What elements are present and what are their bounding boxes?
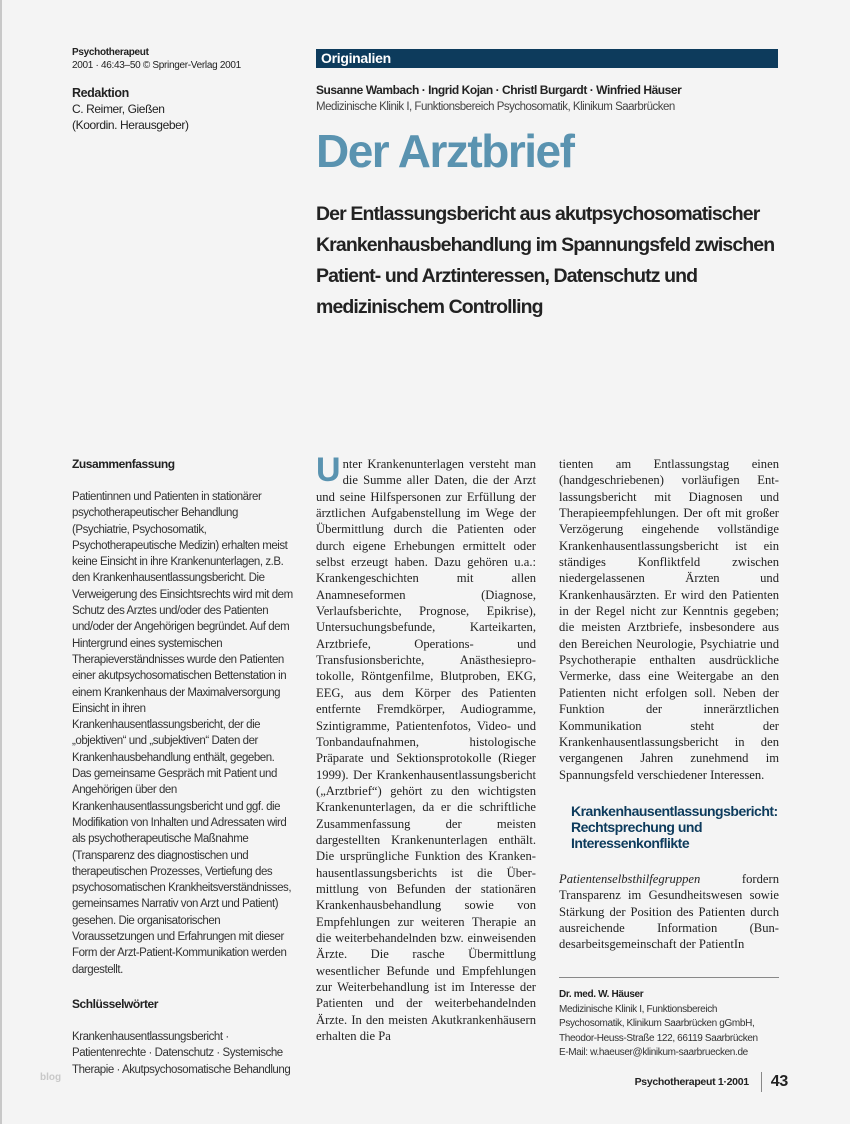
redaktion-role: (Koordin. Herausgeber) [72, 118, 189, 132]
contact-block [559, 977, 779, 1061]
abstract-heading: Zusammenfassung [72, 457, 175, 471]
contact-line-2: Psychosomatik, Klinikum Saarbrücken gGmbH, [559, 1018, 755, 1029]
page-number: 43 [770, 1073, 788, 1090]
authors: Susanne Wambach · Ingrid Kojan · Christl Burgardt · Winfried Häuser [316, 83, 682, 97]
body-paragraph-3 [559, 871, 779, 953]
article-title: Der Arztbrief [316, 125, 574, 177]
affiliation: Medizinische Klinik I, Funktionsbereich Psychosomatik, Klinikum Saarbrücken [316, 101, 675, 113]
section-text: fordern Transparenz im Gesundheitswesen sowie Stärkung der Position des Patienten durch ausreichende Information (Bundesarbeitsgemeinschaft der PatientIn [559, 871, 779, 952]
body-column-2 [559, 456, 779, 953]
body-paragraph-2: tienten am Entlassungstag einen (handgeschriebenen) vorläufigen Entlassungsbericht mit Diagnosen und Therapieempfehlungen. Der oft mit großer Verzögerung eingehende vollständige Krankenhausentlassungsbericht ist ein ständiges Konfliktfeld zwischen niedergelassenen Ärzten und Krankenhausärzten. Er wird den Patienten in der Regel nicht zur Kenntnis gegeben; die meisten Arztbriefe, insbesondere aus den Bereichen Neurologie, Psychiatrie und Psychotherapie enthalten ausdrückliche Vermerke, dass eine Weitergabe an den Patienten nicht erfolgen soll. Neben der Funktion der innerärztlichen Kommunikation steht der Krankenhausentlassungsbericht in den vergangenen Jahren zunehmend im Spannungsfeld verschiedener Interessen. [559, 457, 779, 782]
keywords-text: Krankenhausentlassungsbericht · Patientenrechte · Datenschutz · Systemische Therapie · Akutpsychosomatische Behandlung [72, 1030, 291, 1076]
body-paragraph-1: nter Krankenunterlagen versteht man die Summe aller Daten, die der Arzt und seine Hilfspersonen zur Erfüllung der ärztlichen Aufgabenstellung im Wege der Übermittlung durch die Patienten oder durch eigene Erhebungen ermittelt oder selbst erzeugt haben. Dazu gehören u.a.: Krankengeschichten mit allen Anamneseformen (Diagnose, Verlaufsberichte, Prognose, Epikrise), Untersuchungsbefunde, Karteikarten, Arztbriefe, Operations- und Transfusionsberichte, Anästhesieprotokolle, Röntgenfilme, Blutproben, EKG, EEG, aus dem Körper des Patienten entfernte Fremdkörper, Audiogramme, Szintigramme, Patientenfotos, Video- und Tonbandaufnahmen, histologische Präparate und Sektionsprotokolle (Rieger 1999). Der Krankenhausentlassungsbericht („Arztbrief“) gehört zu den wichtigsten Krankenunterlagen, da er die schriftliche Zusammenfassung der meisten dargestellten Krankenunterlagen enthält. Die ursprüngliche Funktion des Krankenhausentlassungsberichts ist die Übermittlung von Befunden der stationären Krankenhausbehandlung sowie von Empfehlungen zur weiteren Therapie an die weiterbehandelnden bzw. einweisenden Ärzte. Die rasche Übermittlung wesentlicher Befunde und Empfehlungen zur Weiterbehandlung ist im Interesse der Patienten und der weiterbehandelnden Ärzte. In den meisten Akutkrankenhäusern erhalten die Pa [316, 457, 536, 1044]
section-bar: Originalien [316, 49, 778, 68]
contact-line-1: Medizinische Klinik I, Funktionsbereich [559, 1003, 718, 1015]
contact-name: Dr. med. W. Häuser [559, 989, 644, 1000]
page-footer [635, 1072, 788, 1092]
redaktion-editor: C. Reimer, Gießen [72, 102, 165, 116]
dropcap: U [316, 451, 341, 489]
keywords-heading: Schlüsselwörter [72, 996, 158, 1011]
journal-name: Psychotherapeut [72, 47, 149, 58]
contact-line-3: Theodor-Heuss-Straße 122, 66119 Saarbrücken [559, 1032, 758, 1044]
journal-citation: 2001 · 46:43–50 © Springer-Verlag 2001 [72, 59, 241, 71]
redaktion-block [72, 85, 189, 133]
section-heading: Krankenhausentlassungsbericht: Rechtsprechung und Interessenkonflikte [571, 802, 778, 851]
lead-italic: Patientenselbsthilfegruppen [559, 871, 701, 886]
redaktion-heading: Redaktion [72, 86, 129, 100]
body-column-1 [316, 451, 536, 1044]
footer-journal-issue: Psychotherapeut 1·2001 [634, 1076, 749, 1088]
journal-meta [72, 47, 241, 72]
contact-email[interactable]: E-Mail: w.haeuser@klinikum-saarbruecken.de [559, 1047, 748, 1058]
watermark: blog [40, 1072, 62, 1083]
abstract-text: Patientinnen und Patienten in stationärer psychotherapeutischer Behandlung (Psychiatrie, Psychosomatik, Psychotherapeutische Medizin) erhalten meist keine Einsicht in ihre Krankenunterlagen, z.B. den Krankenhausentlassungsbericht. Die Verweigerung des Einsichtsrechts wird mit dem Schutz des Arztes und/oder des Patienten und/oder der Angehörigen begründet. Auf dem Hintergrund eines systemischen Therapieverständnisses wurde den Patienten einer akutpsychosomatischen Bettenstation in einem Krankenhaus der Maximalversorgung Einsicht in ihren Krankenhausentlassungsbericht, der die „objektiven“ und „subjektiven“ Daten der Krankenhausbehandlung enthält, gegeben. Das gemeinsame Gespräch mit Patient und Angehörigen über den Krankenhausentlassungsbericht und ggf. die Modifikation von Inhalten und Adressaten wird als psychotherapeutische Maßnahme (Transparenz des diagnostischen und therapeutischen Prozesses, Vertiefung des psychosomatischen Krankheitsverständnisses, gemeinsames Narrativ von Arzt und Patient) gesehen. Die organisatorischen Voraussetzungen und Erfahrungen mit dieser Form der Arzt-Patient-Kommunikation werden dargestellt. [72, 491, 293, 976]
abstract [72, 455, 294, 1078]
footer-divider [761, 1072, 762, 1092]
article-subtitle: Der Entlassungsbericht aus akutpsychosomatischer Krankenhausbehandlung im Spannungsfeld zwischen Patient- und Arztinteressen, Datenschutz und medizinischem Controlling [316, 203, 775, 318]
